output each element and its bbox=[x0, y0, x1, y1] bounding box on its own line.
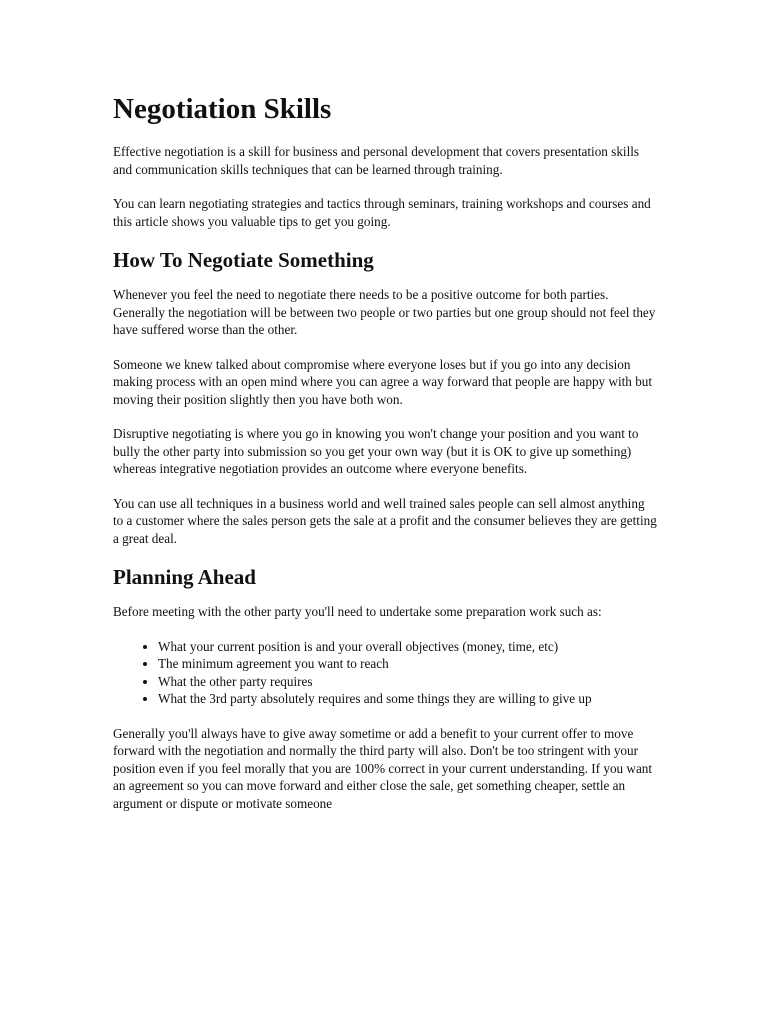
negotiate-paragraph-4: You can use all techniques in a business world and well trained sales people can sell almost anything to a customer where the sales person gets the sale at a profit and the consumer believes they are getting a great deal. bbox=[113, 495, 657, 546]
negotiate-paragraph-2: Someone we knew talked about compromise where everyone loses but if you go into any decision making process with an open mind where you can agree a way forward that people are happy with but moving their position slightly then you have both won. bbox=[113, 356, 653, 407]
intro-paragraph-1: Effective negotiation is a skill for business and personal development that covers presentation skills and communication skills techniques that can be learned through training. bbox=[113, 144, 640, 177]
list-item: • What the other party requires bbox=[158, 673, 658, 691]
section-heading-how-to-negotiate: How To Negotiate Something bbox=[113, 248, 374, 272]
negotiate-paragraph-1: Whenever you feel the need to negotiate there needs to be a positive outcome for both parties. Generally the negotiation will be between two people or two parties but one group should not feel they have suffered worse than the other. bbox=[113, 287, 656, 337]
list-item: • What your current position is and your overall objectives (money, time, etc) bbox=[158, 638, 658, 656]
planning-intro: Before meeting with the other party you'll need to undertake some preparation work such as: bbox=[113, 604, 602, 619]
intro-paragraph-2: You can learn negotiating strategies and tactics through seminars, training workshops and courses and this article shows you valuable tips to get you going. bbox=[113, 196, 651, 229]
document-title: Negotiation Skills bbox=[113, 93, 332, 125]
list-item: • The minimum agreement you want to reach bbox=[158, 655, 658, 673]
document-page bbox=[113, 92, 658, 829]
planning-paragraph: Generally you'll always have to give away sometime or add a benefit to your current offer to move forward with the negotiation and normally the third party will also. Don't be too stringent with your position even if you feel morally that you are 100% correct in your current understanding. If you want an agreement so you can move forward and either close the sale, get something cheaper, settle an argument or dispute or motivate someone bbox=[113, 725, 653, 811]
preparation-list bbox=[113, 638, 658, 708]
list-item: • What the 3rd party absolutely requires and some things they are willing to give up bbox=[158, 690, 658, 708]
negotiate-paragraph-3: Disruptive negotiating is where you go in knowing you won't change your position and you want to bully the other party into submission so you get your own way (but it is OK to give up something) whereas integrative negotiation provides an outcome where everyone benefits. bbox=[113, 426, 639, 476]
section-heading-planning-ahead: Planning Ahead bbox=[113, 565, 256, 589]
